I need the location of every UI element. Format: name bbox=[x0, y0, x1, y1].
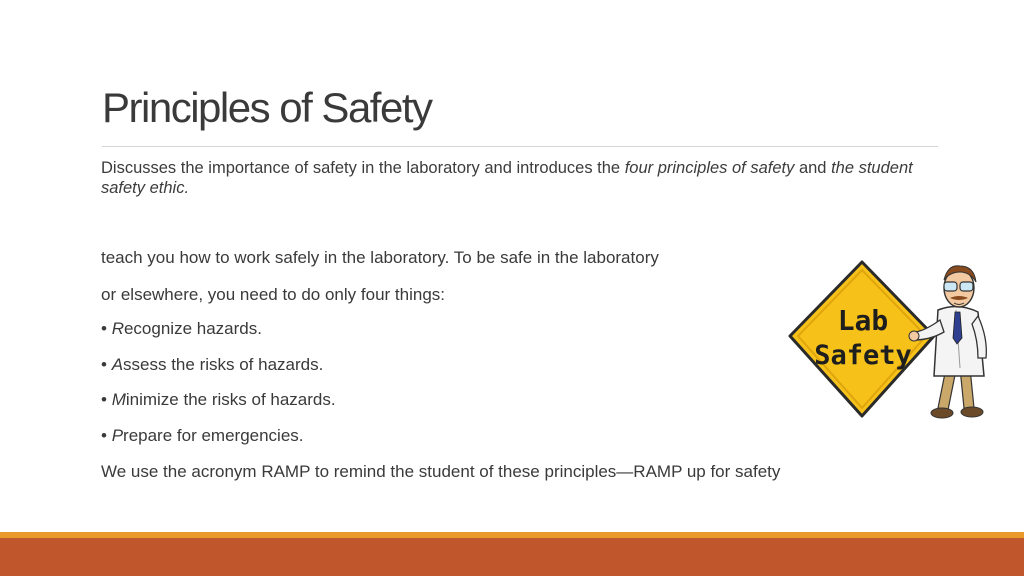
slide-title: Principles of Safety bbox=[102, 84, 432, 131]
subtitle-emphasis-2: the student safety ethic. bbox=[101, 159, 913, 197]
bullet-text: repare for emergencies. bbox=[123, 426, 304, 445]
subtitle-text-2: and bbox=[794, 159, 832, 177]
bullet-marker: • bbox=[101, 426, 112, 445]
bullet-item-prepare bbox=[101, 426, 304, 446]
bullet-item-minimize bbox=[101, 390, 336, 410]
bullet-text: ssess the risks of hazards. bbox=[123, 355, 324, 374]
title-divider bbox=[102, 146, 938, 147]
intro-line-2: or elsewhere, you need to do only four things: bbox=[101, 285, 445, 304]
bullet-letter: M bbox=[111, 390, 126, 409]
bullet-item-assess bbox=[101, 355, 323, 375]
bullet-marker: • bbox=[101, 355, 112, 374]
bullet-item-recognize bbox=[101, 319, 262, 339]
closing-line: We use the acronym RAMP to remind the student of these principles—RAMP up for safety bbox=[101, 462, 781, 481]
subtitle-text-1: Discusses the importance of safety in the laboratory and introduces the bbox=[101, 159, 625, 177]
slide-subtitle bbox=[101, 158, 946, 198]
bullet-text: ecognize hazards. bbox=[123, 319, 262, 338]
sign-text-line-2: Safety bbox=[814, 340, 912, 371]
bullet-marker: • bbox=[101, 319, 112, 338]
bullet-marker: • bbox=[101, 390, 112, 409]
sign-text-line-1: Lab bbox=[837, 304, 889, 337]
bullet-letter: A bbox=[111, 355, 124, 374]
bullet-letter: P bbox=[111, 426, 124, 445]
intro-line-1: teach you how to work safely in the laboratory. To be safe in the laboratory bbox=[101, 248, 659, 267]
lab-safety-illustration bbox=[788, 258, 993, 423]
subtitle-emphasis-1: four principles of safety bbox=[624, 159, 795, 177]
bullet-text: inimize the risks of hazards. bbox=[125, 390, 336, 409]
footer-bar bbox=[0, 538, 1024, 576]
bullet-letter: R bbox=[111, 319, 124, 338]
